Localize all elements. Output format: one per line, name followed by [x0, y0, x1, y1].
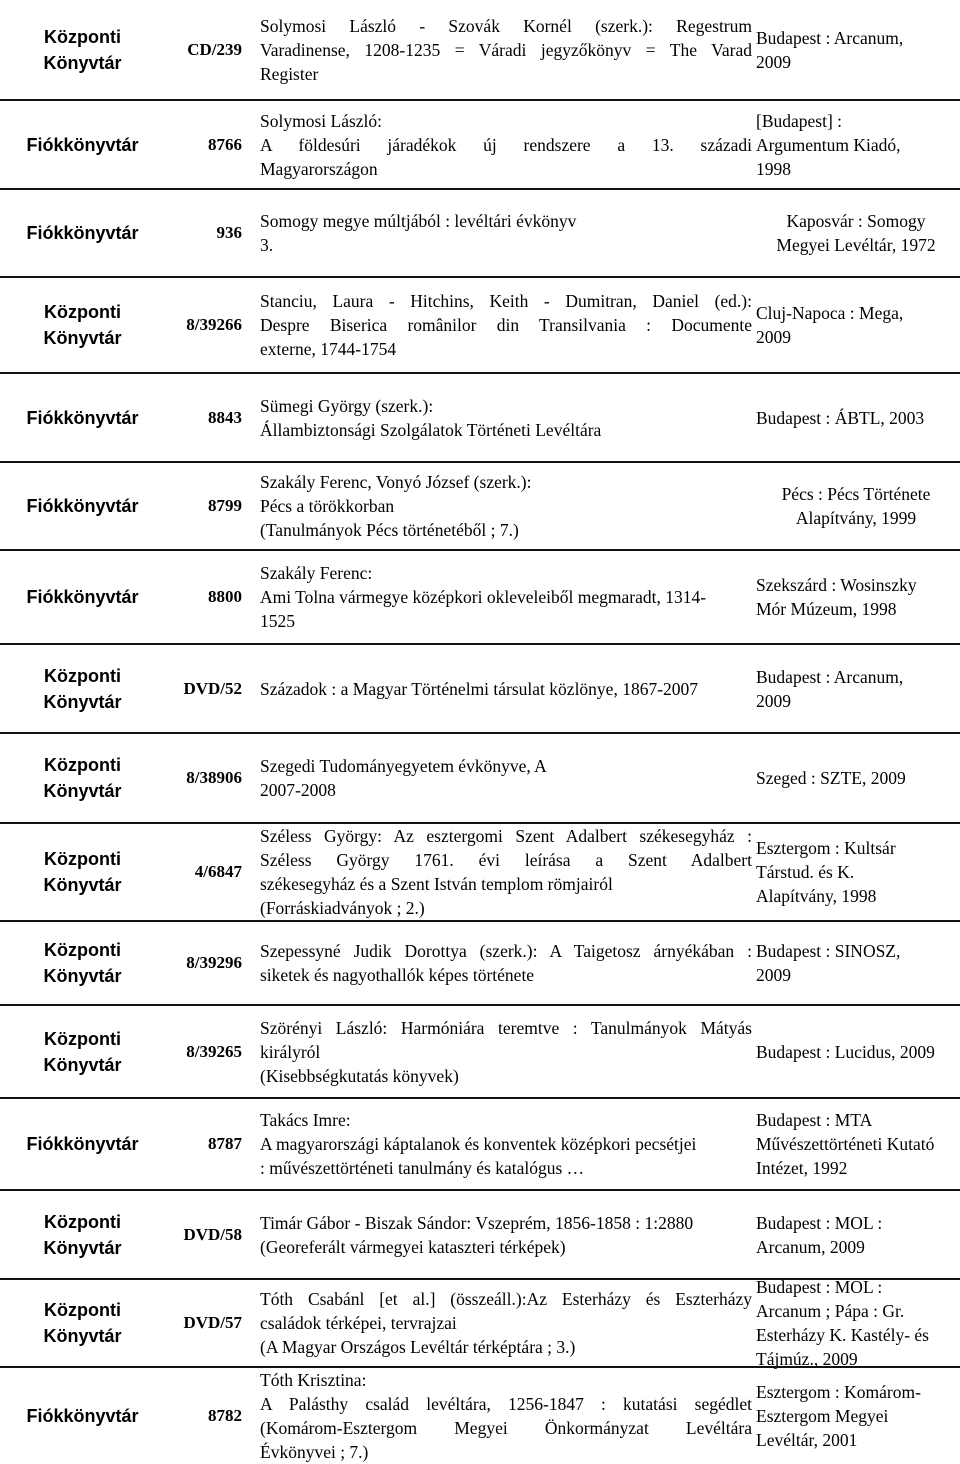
- location-cell: [0, 190, 165, 276]
- title-line: (Forráskiadványok ; 2.): [260, 898, 425, 918]
- location-line: Fiókkönyvtár: [26, 496, 139, 516]
- publisher-cell: [756, 1191, 956, 1278]
- location-cell: [0, 734, 165, 822]
- location-cell: [0, 551, 165, 643]
- title-cell: [260, 190, 752, 276]
- title-line: Takács Imre:: [260, 1110, 351, 1130]
- publisher-line: Tájmúz., 2009: [756, 1349, 858, 1369]
- title-cell: [260, 0, 752, 99]
- title-cell: [260, 374, 752, 461]
- publisher-cell: [756, 922, 956, 1004]
- location-cell: [0, 1006, 165, 1097]
- title-cell: [260, 463, 752, 549]
- location-line: Könyvtár: [43, 52, 122, 73]
- call-number-cell: [165, 734, 250, 822]
- title-line: Állambiztonsági Szolgálatok Történeti Levéltára: [260, 419, 602, 440]
- title-line: Szakály Ferenc, Vonyó József (szerk.):: [260, 472, 532, 492]
- publisher-line: Esztergom Megyei: [756, 1405, 889, 1426]
- call-number-cell: [165, 645, 250, 732]
- title-line: siketek és nagyothallók képes története: [260, 965, 535, 985]
- table-row: [0, 188, 960, 276]
- title-line: A magyarországi káptalanok és konventek középkori pecsétjei: [260, 1134, 697, 1154]
- title-line: A Palásthy család levéltára, 1256-1847 : kutatási segédlet: [260, 1393, 752, 1414]
- title-cell: [260, 824, 752, 920]
- publisher-line: Alapítvány, 1998: [756, 886, 877, 906]
- title-line: Despre Biserica românilor din Transilvania : Documente: [260, 315, 752, 335]
- call-number-cell: [165, 374, 250, 461]
- publisher-cell: [756, 463, 956, 549]
- location-line: Fiókkönyvtár: [26, 1134, 139, 1154]
- location-line: Központi: [44, 1211, 121, 1232]
- publisher-line: Budapest : MOL :: [756, 1212, 883, 1233]
- table-row: [0, 1277, 960, 1369]
- title-cell: [260, 1006, 752, 1097]
- title-line: (Tanulmányok Pécs történetéből ; 7.): [260, 520, 519, 540]
- title-line: Pécs a törökkorban: [260, 496, 395, 516]
- table-row: [0, 276, 960, 372]
- title-line: 2007-2008: [260, 780, 336, 800]
- location-cell: [0, 101, 165, 188]
- call-number: DVD/58: [183, 1224, 242, 1244]
- publisher-line: Budapest : MOL :: [756, 1277, 883, 1297]
- publisher-line: Kaposvár : Somogy: [786, 211, 926, 231]
- title-cell: [260, 922, 752, 1004]
- call-number: 8/39266: [186, 315, 242, 334]
- title-line: Szörényi László: Harmóniára teremtve : Tanulmányok Mátyás: [260, 1017, 752, 1038]
- publisher-line: Esztergom : Komárom-: [756, 1381, 921, 1402]
- publisher-line: Arcanum, 2009: [756, 1236, 865, 1257]
- call-number: DVD/52: [183, 678, 242, 698]
- location-line: Könyvtár: [43, 966, 122, 986]
- location-line: Fiókkönyvtár: [26, 1405, 139, 1426]
- location-line: Központi: [44, 26, 121, 47]
- publisher-line: 2009: [756, 690, 791, 711]
- call-number-cell: [165, 1280, 250, 1366]
- publisher-line: Budapest : SINOSZ,: [756, 941, 901, 961]
- title-line: Somogy megye múltjából : levéltári évkönyv: [260, 211, 577, 231]
- publisher-cell: [756, 190, 956, 276]
- location-cell: [0, 278, 165, 372]
- publisher-line: Cluj-Napoca : Mega,: [756, 303, 904, 323]
- call-number: CD/239: [187, 39, 242, 59]
- publisher-line: Argumentum Kiadó,: [756, 134, 901, 155]
- location-line: Könyvtár: [43, 781, 122, 801]
- location-line: Központi: [44, 665, 121, 686]
- publisher-line: Intézet, 1992: [756, 1158, 848, 1178]
- title-cell: [260, 645, 752, 732]
- title-line: Széless György: Az esztergomi Szent Adalbert székesegyház :: [260, 826, 752, 846]
- publisher-line: Budapest : Arcanum,: [756, 27, 904, 48]
- call-number: DVD/57: [183, 1313, 242, 1332]
- table-row: [0, 732, 960, 822]
- title-line: Timár Gábor - Biszak Sándor: Vszeprém, 1856-1858 : 1:2880: [260, 1212, 694, 1233]
- publisher-line: 2009: [756, 51, 791, 72]
- title-line: Századok : a Magyar Történelmi társulat közlönye, 1867-2007: [260, 678, 699, 699]
- publisher-line: Pécs : Pécs Története: [781, 484, 931, 504]
- table-row: [0, 549, 960, 643]
- table-row: [0, 372, 960, 461]
- publisher-cell: [756, 1277, 956, 1369]
- publisher-line: Esztergom : Kultsár: [756, 838, 896, 858]
- call-number: 936: [216, 223, 242, 242]
- publisher-cell: [756, 1099, 956, 1189]
- title-line: externe, 1744-1754: [260, 339, 397, 359]
- call-number-cell: [165, 551, 250, 643]
- call-number-cell: [165, 824, 250, 920]
- title-line: (Komárom-Esztergom Megyei Önkormányzat Levéltára: [260, 1417, 752, 1438]
- location-line: Könyvtár: [43, 1237, 122, 1258]
- location-line: Központi: [44, 940, 121, 960]
- call-number: 8799: [208, 496, 242, 515]
- publisher-line: Művészettörténeti Kutató: [756, 1134, 935, 1154]
- publisher-line: Budapest : MTA: [756, 1110, 873, 1130]
- title-line: 1525: [260, 611, 295, 631]
- title-cell: [260, 734, 752, 822]
- title-cell: [260, 1191, 752, 1278]
- title-line: Ami Tolna vármegye középkori okleveleiből megmaradt, 1314-: [260, 587, 707, 607]
- location-line: Fiókkönyvtár: [26, 407, 139, 428]
- call-number: 8766: [208, 134, 242, 154]
- table-row: [0, 822, 960, 920]
- location-line: Könyvtár: [43, 1054, 122, 1075]
- title-line: Magyarországon: [260, 158, 378, 179]
- publisher-cell: [756, 734, 956, 822]
- title-line: királyról: [260, 1041, 321, 1062]
- publisher-cell: [756, 101, 956, 188]
- call-number-cell: [165, 278, 250, 372]
- title-line: Solymosi László:: [260, 110, 383, 131]
- call-number: 4/6847: [194, 862, 242, 881]
- location-cell: [0, 824, 165, 920]
- call-number-cell: [165, 0, 250, 99]
- call-number: 8/38906: [186, 768, 242, 787]
- publisher-line: Társtud. és K.: [756, 862, 855, 882]
- location-line: Könyvtár: [43, 691, 122, 712]
- location-cell: [0, 1280, 165, 1366]
- publisher-line: Alapítvány, 1999: [795, 508, 917, 528]
- location-line: Központi: [44, 1300, 121, 1320]
- publisher-cell: [756, 551, 956, 643]
- call-number: 8/39296: [186, 953, 242, 972]
- call-number-cell: [165, 1368, 250, 1463]
- location-cell: [0, 1191, 165, 1278]
- title-cell: [260, 1099, 752, 1189]
- table-row: [0, 99, 960, 188]
- location-line: Könyvtár: [43, 875, 122, 895]
- call-number-cell: [165, 1006, 250, 1097]
- publisher-line: Esterházy K. Kastély- és: [756, 1325, 929, 1345]
- location-line: Fiókkönyvtár: [26, 223, 139, 243]
- publisher-line: [Budapest] :: [756, 110, 843, 131]
- location-line: Központi: [44, 302, 121, 322]
- location-line: Központi: [44, 755, 121, 775]
- call-number-cell: [165, 1191, 250, 1278]
- table-row: [0, 1004, 960, 1097]
- title-line: Tóth Krisztina:: [260, 1369, 367, 1390]
- call-number: 8843: [208, 407, 242, 427]
- table-row: [0, 461, 960, 549]
- title-line: székesegyház és a Szent István templom römjairól: [260, 874, 613, 894]
- table-row: [0, 0, 960, 99]
- location-cell: [0, 922, 165, 1004]
- table-row: [0, 643, 960, 732]
- call-number-cell: [165, 190, 250, 276]
- title-line: Sümegi György (szerk.):: [260, 395, 434, 416]
- publisher-line: 1998: [756, 158, 791, 179]
- call-number: 8782: [208, 1405, 242, 1425]
- publisher-cell: [756, 278, 956, 372]
- title-line: (Kisebbségkutatás könyvek): [260, 1065, 459, 1086]
- table-row: [0, 1189, 960, 1278]
- publisher-cell: [756, 645, 956, 732]
- title-line: Stanciu, Laura - Hitchins, Keith - Dumitran, Daniel (ed.):: [260, 291, 752, 311]
- location-cell: [0, 1368, 165, 1463]
- publisher-line: Szekszárd : Wosinszky: [756, 575, 917, 595]
- location-line: Központi: [44, 849, 121, 869]
- table-row: [0, 920, 960, 1004]
- table-row: [0, 1366, 960, 1463]
- publisher-line: Budapest : Arcanum,: [756, 666, 904, 687]
- title-line: Solymosi László - Szovák Kornél (szerk.): Regestrum: [260, 15, 752, 36]
- publisher-line: Budapest : Lucidus, 2009: [756, 1041, 935, 1062]
- title-cell: [260, 551, 752, 643]
- call-number-cell: [165, 101, 250, 188]
- title-line: Varadinense, 1208-1235 = Váradi jegyzőkönyv = The Varad: [260, 39, 752, 60]
- publisher-line: Szeged : SZTE, 2009: [756, 768, 906, 788]
- location-cell: [0, 0, 165, 99]
- location-line: Fiókkönyvtár: [26, 587, 139, 607]
- title-line: (Georeferált vármegyei kataszteri térképek): [260, 1236, 566, 1257]
- title-cell: [260, 101, 752, 188]
- title-line: Széless György 1761. évi leírása a Szent Adalbert: [260, 850, 752, 870]
- publisher-line: Budapest : ÁBTL, 2003: [756, 407, 925, 428]
- publisher-cell: [756, 374, 956, 461]
- location-cell: [0, 374, 165, 461]
- title-line: családok térképei, tervrajzai: [260, 1313, 457, 1333]
- location-cell: [0, 463, 165, 549]
- call-number: 8/39265: [186, 1041, 242, 1061]
- location-cell: [0, 645, 165, 732]
- title-line: Register: [260, 63, 319, 84]
- publisher-cell: [756, 0, 956, 99]
- location-line: Könyvtár: [43, 328, 122, 348]
- publisher-line: Levéltár, 2001: [756, 1429, 858, 1450]
- title-line: : művészettörténeti tanulmány és katalógus …: [260, 1158, 585, 1178]
- publisher-line: Megyei Levéltár, 1972: [776, 235, 936, 255]
- publisher-line: 2009: [756, 327, 791, 347]
- publisher-cell: [756, 824, 956, 920]
- title-line: 3.: [260, 235, 274, 255]
- location-line: Fiókkönyvtár: [26, 134, 139, 155]
- title-line: Szakály Ferenc:: [260, 563, 373, 583]
- title-line: (A Magyar Országos Levéltár térképtára ; 3.): [260, 1337, 576, 1357]
- title-line: Szepessyné Judik Dorottya (szerk.): A Taigetosz árnyékában :: [260, 941, 752, 961]
- call-number-cell: [165, 463, 250, 549]
- title-line: Szegedi Tudományegyetem évkönyve, A: [260, 756, 547, 776]
- call-number-cell: [165, 922, 250, 1004]
- publisher-line: 2009: [756, 965, 791, 985]
- title-cell: [260, 1368, 752, 1463]
- title-cell: [260, 278, 752, 372]
- call-number-cell: [165, 1099, 250, 1189]
- title-line: Tóth Csabánl [et al.] (összeáll.):Az Esterházy és Eszterházy: [260, 1289, 752, 1309]
- location-line: Könyvtár: [43, 1326, 122, 1346]
- publisher-line: Mór Múzeum, 1998: [756, 599, 897, 619]
- publisher-cell: [756, 1006, 956, 1097]
- publisher-cell: [756, 1368, 956, 1463]
- location-cell: [0, 1099, 165, 1189]
- title-line: Évkönyvei ; 7.): [260, 1441, 369, 1462]
- location-line: Központi: [44, 1028, 121, 1049]
- call-number: 8800: [208, 587, 242, 606]
- table-row: [0, 1097, 960, 1189]
- title-line: A földesúri járadékok új rendszere a 13. századi: [260, 134, 752, 155]
- publisher-line: Arcanum ; Pápa : Gr.: [756, 1301, 905, 1321]
- call-number: 8787: [208, 1134, 242, 1153]
- title-cell: [260, 1280, 752, 1366]
